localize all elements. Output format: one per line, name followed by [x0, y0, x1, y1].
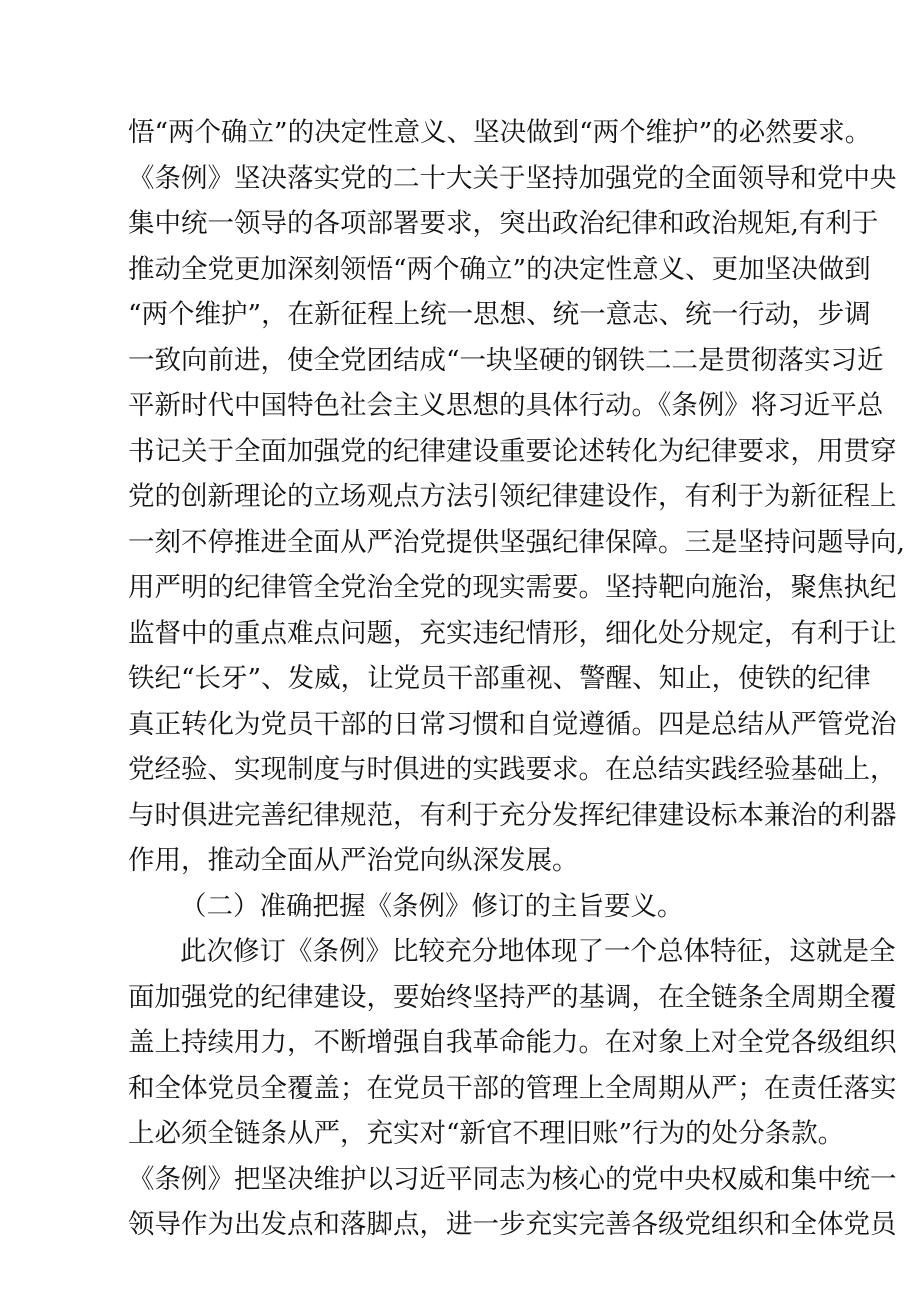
paragraph-line: 与时俱进完善纪律规范，有利于充分发挥纪律建设标本兼治的利器 [128, 799, 897, 831]
paragraph-line: 一致向前进，使全党团结成“一块坚硬的钢铁二二是贯彻落实习近 [128, 344, 884, 376]
paragraph-line: 铁纪“长牙”、发威，让党员干部重视、警醒、知止，使铁的纪律 [128, 663, 871, 694]
paragraph-line: 《条例》把坚决维护以习近平同志为核心的党中央权威和集中统一 [128, 1163, 897, 1195]
paragraph-line: 《条例》坚决落实党的二十大关于坚持加强党的全面领导和党中央 [128, 162, 897, 194]
section-heading: （二）准确把握《条例》修订的主旨要义。 [180, 890, 684, 922]
paragraph-line: 作用，推动全面从严治党向纵深发展。 [128, 845, 579, 876]
paragraph-line: 集中统一领导的各项部署要求，突出政治纪律和政治规矩,有利于 [128, 208, 879, 239]
paragraph-line: 悟“两个确立”的决定性意义、坚决做到“两个维护”的必然要求。 [128, 117, 872, 148]
paragraph-line: 上必须全链条从严，充实对“新官不理旧账”行为的处分条款。 [128, 1118, 845, 1149]
paragraph-line: 盖上持续用力，不断增强自我革命能力。在对象上对全党各级组织 [128, 1027, 897, 1058]
paragraph-line: 平新时代中国特色社会主义思想的具体行动。《条例》将习近平总 [128, 390, 884, 421]
paragraph-line: 一刻不停推进全面从严治党提供坚强纪律保障。三是坚持问题导向, [128, 526, 905, 558]
paragraph-line: 推动全党更加深刻领悟“两个确立”的决定性意义、更加坚决做到 [128, 253, 871, 285]
paragraph-line: 和全体党员全覆盖；在党员干部的管理上全周期从严；在责任落实 [128, 1072, 897, 1104]
document-body [128, 110, 905, 1248]
paragraph-line: 党经验、实现制度与时俱进的实践要求。在总结实践经验基础上， [128, 754, 897, 785]
paragraph-line: 用严明的纪律管全党治全党的现实需要。坚持靶向施治，聚焦执纪 [128, 572, 897, 603]
paragraph-line: 领导作为出发点和落脚点，进一步充实完善各级党组织和全体党员 [128, 1209, 897, 1240]
paragraph-line: 书记关于全面加强党的纪律建设重要论述转化为纪律要求，用贯穿 [128, 435, 897, 467]
paragraph-line: 监督中的重点难点问题，充实违纪情形，细化处分规定，有利于让 [128, 617, 897, 649]
paragraph-line: 真正转化为党员干部的日常习惯和自觉遵循。四是总结从严管党治 [128, 708, 897, 740]
paragraph-line: 面加强党的纪律建设，要始终坚持严的基调，在全链条全周期全覆 [128, 981, 897, 1013]
paragraph-line: 党的创新理论的立场观点方法引领纪律建设作，有利于为新征程上 [128, 481, 897, 512]
paragraph-line: “两个维护”，在新征程上统一思想、统一意志、统一行动，步调 [128, 299, 871, 330]
paragraph-line: 此次修订《条例》比较充分地体现了一个总体特征，这就是全 [180, 936, 896, 967]
